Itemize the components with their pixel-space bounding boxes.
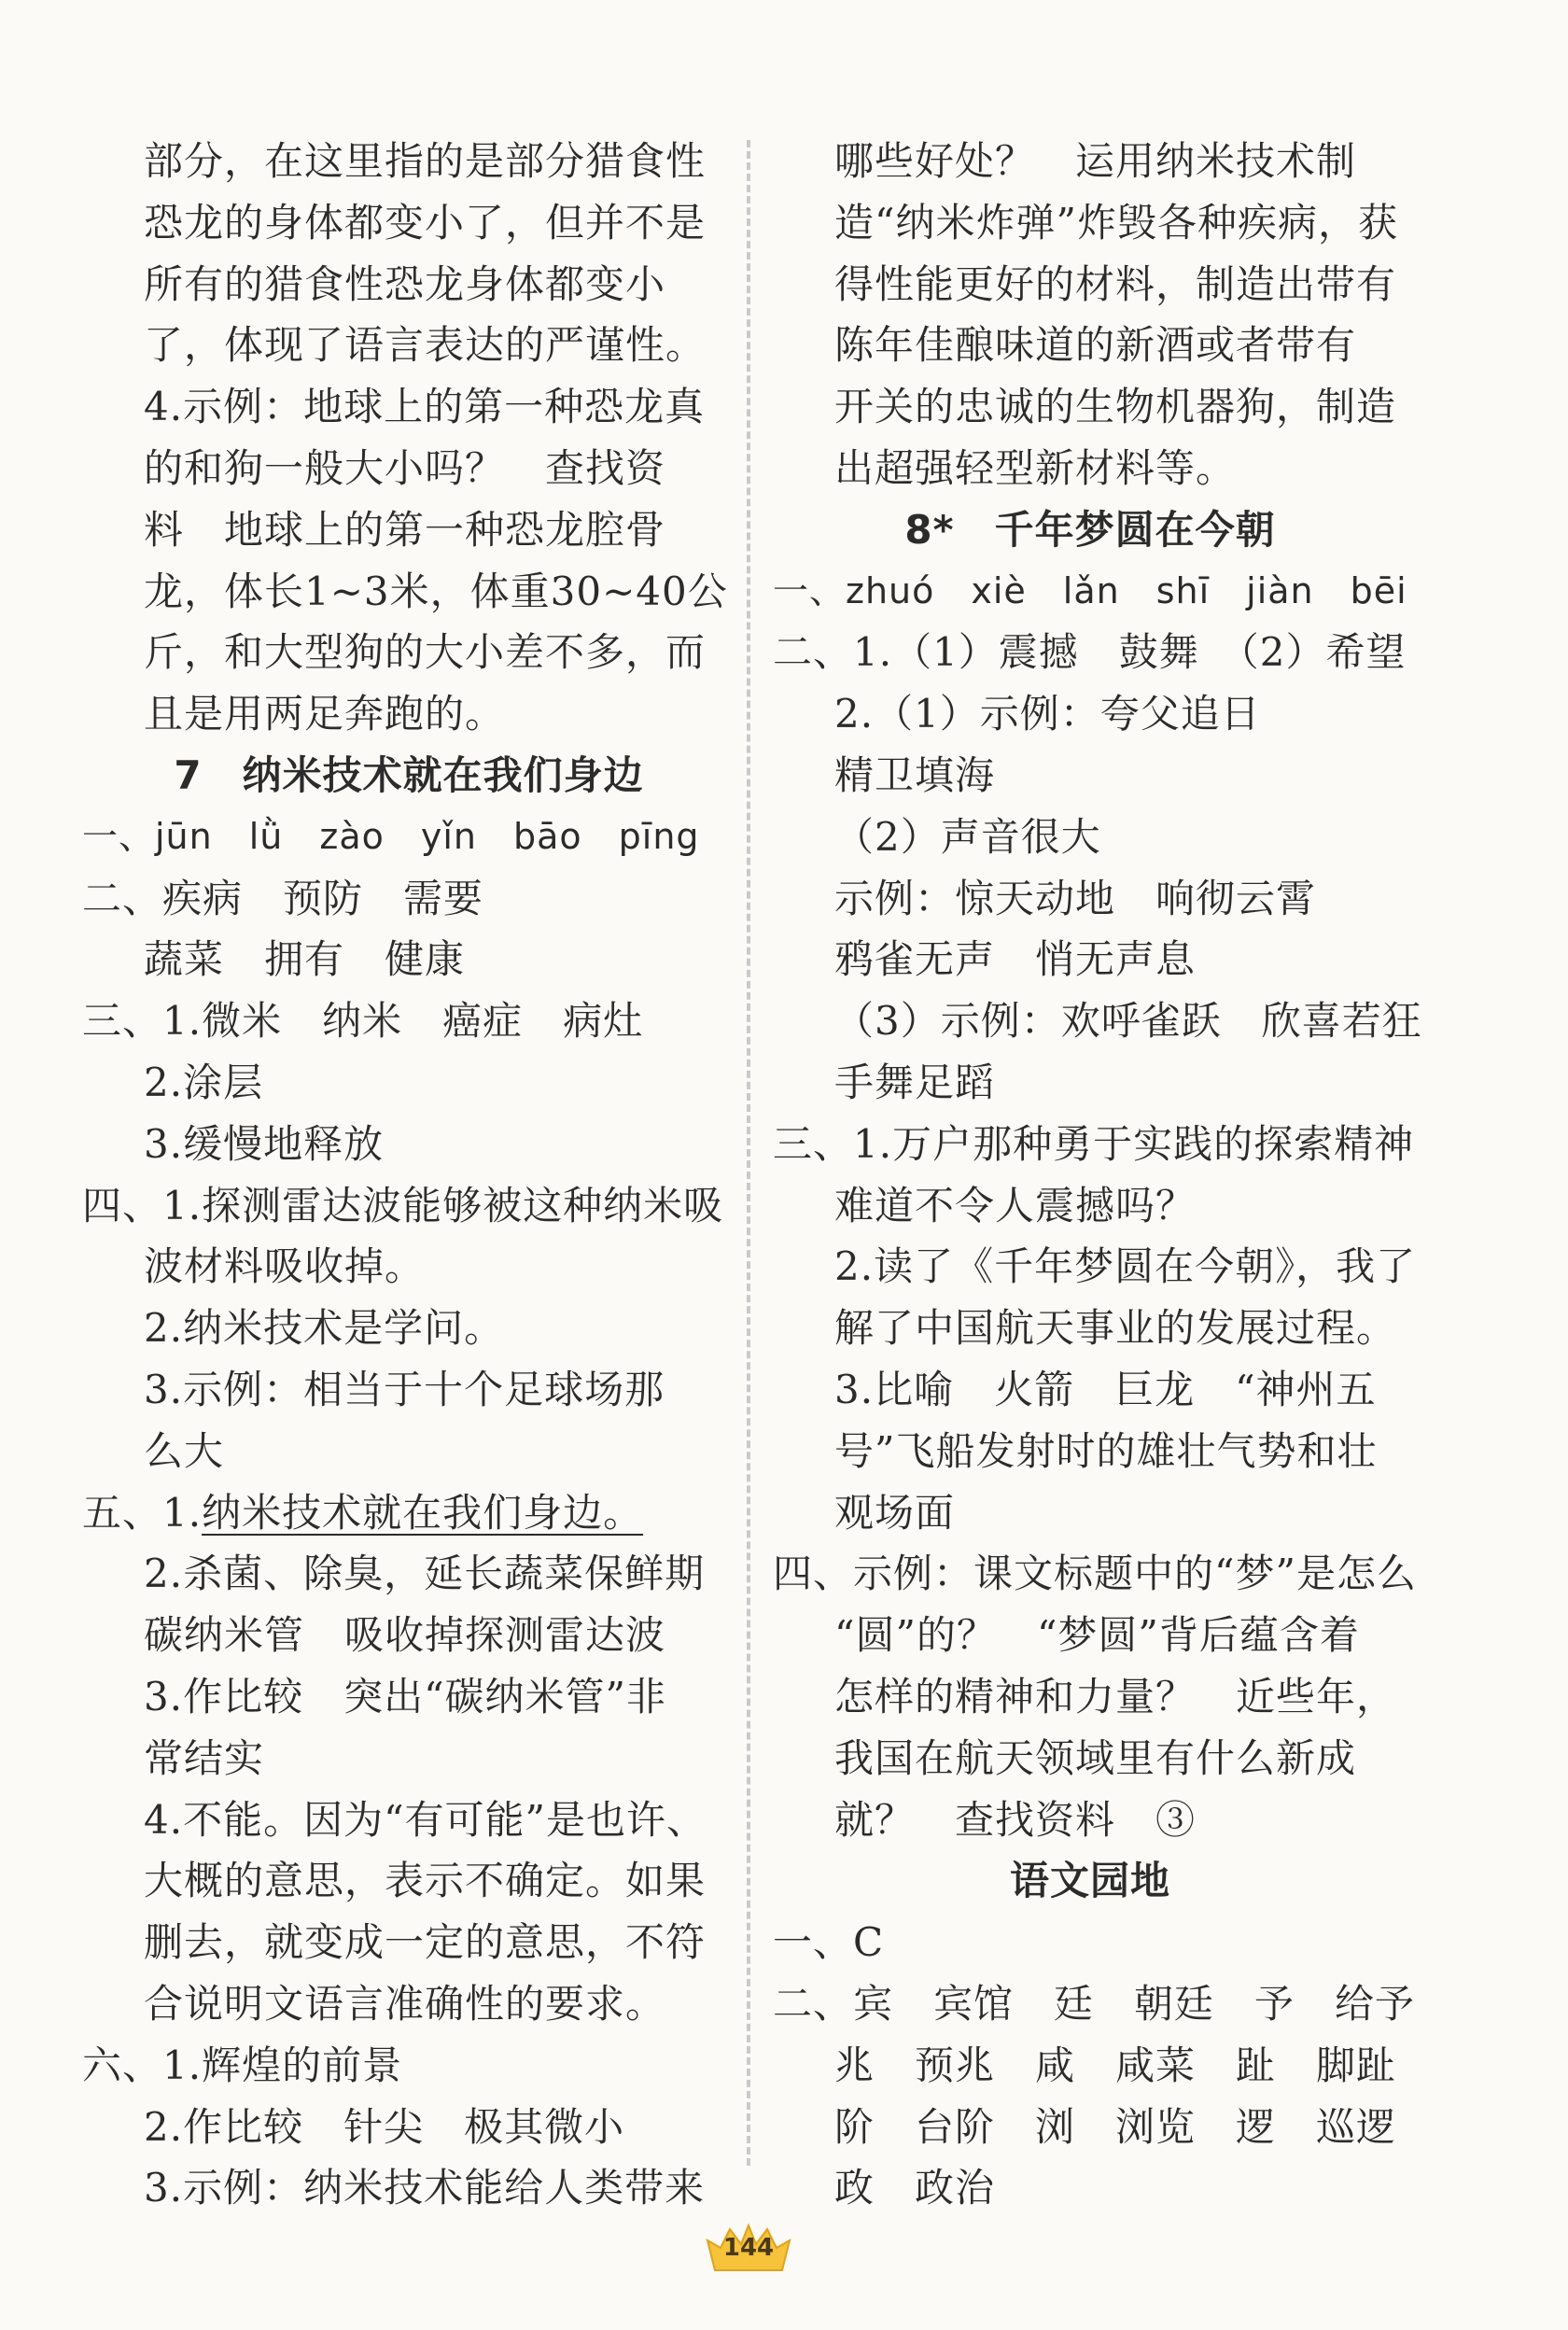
answer-line: 4.示例：地球上的第一种恐龙真 (144, 384, 706, 430)
column-divider (747, 140, 750, 2166)
answer-line: 2.涂层 (144, 1059, 264, 1105)
answer-line: 3.示例：纳米技术能给人类带来 (144, 2165, 706, 2211)
answer-line: 兆 预兆 咸 咸菜 趾 脚趾 (834, 2042, 1397, 2088)
answer-line: 一、C (773, 1919, 885, 1966)
left-column (82, 131, 735, 2219)
answer-line: 示例：惊天动地 响彻云霄 (834, 875, 1317, 921)
answer-line: 出超强轻型新材料等。 (834, 444, 1237, 491)
section-heading: 7 纳米技术就在我们身边 (174, 751, 644, 798)
right-column (773, 131, 1422, 2219)
answer-line: “圆”的？ “梦圆”背后蕴含着 (834, 1612, 1360, 1659)
answer-line: 恐龙的身体都变小了，但并不是 (144, 199, 707, 246)
answer-line: 2.杀菌、除臭，延长蔬菜保鲜期 (144, 1551, 706, 1597)
answer-line: 合说明文语言准确性的要求。 (144, 1980, 666, 2027)
answer-line: 料 地球上的第一种恐龙腔骨 (144, 506, 666, 553)
answer-line: 开关的忠诚的生物机器狗，制造 (834, 384, 1397, 430)
answer-line: 号”飞船发射时的雄壮气势和壮 (834, 1427, 1378, 1474)
answer-line: 精卫填海 (834, 751, 996, 798)
answer-line: 龙，体长1~3米，体重30~40公 (144, 568, 728, 614)
section-heading: 8* 千年梦圆在今朝 (904, 506, 1276, 553)
answer-line: 4.不能。因为“有可能”是也许、 (144, 1796, 707, 1843)
answer-line: 六、1.辉煌的前景 (82, 2042, 403, 2088)
answer-line: 阶 台阶 浏 浏览 逻 巡逻 (834, 2103, 1397, 2150)
answer-line: 3.缓慢地释放 (144, 1120, 385, 1167)
answer-line: 的和狗一般大小吗？ 查找资 (144, 444, 666, 491)
answer-line: 二、疾病 预防 需要 (82, 875, 484, 921)
answer-line: 2.作比较 针尖 极其微小 (144, 2103, 625, 2150)
answer-line: 难道不令人震撼吗？ (834, 1182, 1197, 1228)
answer-line: 四、1.探测雷达波能够被这种纳米吸 (82, 1182, 724, 1228)
answer-line: 所有的猎食性恐龙身体都变小 (144, 260, 666, 307)
answer-line: 得性能更好的材料，制造出带有 (834, 260, 1397, 307)
answer-line: 陈年佳酿味道的新酒或者带有 (834, 322, 1357, 369)
answer-line: 么大 (144, 1427, 225, 1474)
answer-line: 斤，和大型狗的大小差不多，而 (144, 629, 707, 676)
answer-line: 政 政治 (834, 2165, 996, 2211)
answer-line: 3.示例：相当于十个足球场那 (144, 1366, 665, 1412)
answer-line: 删去，就变成一定的意思，不符 (144, 1919, 707, 1966)
answer-line: 三、1.微米 纳米 癌症 病灶 (82, 998, 644, 1045)
pinyin-answer-line: 一、jūn lǜ zào yǐn bāo pīng (82, 815, 700, 857)
answer-line: 解了中国航天事业的发展过程。 (834, 1305, 1397, 1352)
answer-prefix: 五、1. (82, 1489, 203, 1536)
answer-line: 蔬菜 拥有 健康 (144, 936, 466, 983)
answer-line (82, 1482, 735, 1544)
underlined-answer: 纳米技术就在我们身边。 (202, 1489, 644, 1536)
answer-line: 手舞足蹈 (834, 1059, 996, 1105)
answer-line: （3）示例：欢呼雀跃 欣喜若狂 (834, 998, 1422, 1045)
answer-line: 二、1.（1）震撼 鼓舞 （2）希望 (773, 629, 1407, 676)
answer-line: 2.读了《千年梦圆在今朝》，我了 (834, 1243, 1417, 1290)
answer-line: 3.作比较 突出“碳纳米管”非 (144, 1673, 667, 1719)
answer-line: 就？ 查找资料 ③ (834, 1796, 1197, 1843)
answer-line: 且是用两足奔跑的。 (144, 691, 506, 737)
answer-line: 鸦雀无声 悄无声息 (834, 936, 1197, 983)
answer-line: （2）声音很大 (834, 813, 1101, 860)
page-number: 144 (722, 2234, 775, 2262)
answer-line: 碳纳米管 吸收掉探测雷达波 (144, 1612, 666, 1659)
pinyin-answer-line: 一、zhuó xiè lǎn shī jiàn bēi (773, 569, 1407, 611)
answer-line: 2.（1）示例：夸父追日 (834, 691, 1261, 737)
answer-line: 了，体现了语言表达的严谨性。 (144, 322, 707, 369)
section-heading: 语文园地 (1009, 1858, 1170, 1904)
page-number-badge (702, 2220, 795, 2276)
answer-line: 怎样的精神和力量？ 近些年， (834, 1673, 1397, 1719)
answer-line: 2.纳米技术是学问。 (144, 1305, 505, 1352)
answer-line: 波材料吸收掉。 (144, 1243, 426, 1290)
answer-line: 我国在航天领域里有什么新成 (834, 1734, 1357, 1781)
answer-line: 观场面 (834, 1489, 956, 1536)
answer-line: 三、1.万户那种勇于实践的探索精神 (773, 1120, 1415, 1167)
answer-line: 常结实 (144, 1734, 265, 1781)
answer-line: 造“纳米炸弹”炸毁各种疾病，获 (834, 199, 1398, 246)
answer-line: 四、示例：课文标题中的“梦”是怎么 (773, 1551, 1417, 1597)
answer-line: 二、宾 宾馆 廷 朝廷 予 给予 (773, 1980, 1416, 2027)
answer-line: 哪些好处？ 运用纳米技术制 (834, 138, 1357, 184)
answer-line: 大概的意思，表示不确定。如果 (144, 1858, 707, 1904)
answer-line: 部分，在这里指的是部分猎食性 (144, 138, 707, 184)
answer-line: 3.比喻 火箭 巨龙 “神州五 (834, 1366, 1377, 1412)
